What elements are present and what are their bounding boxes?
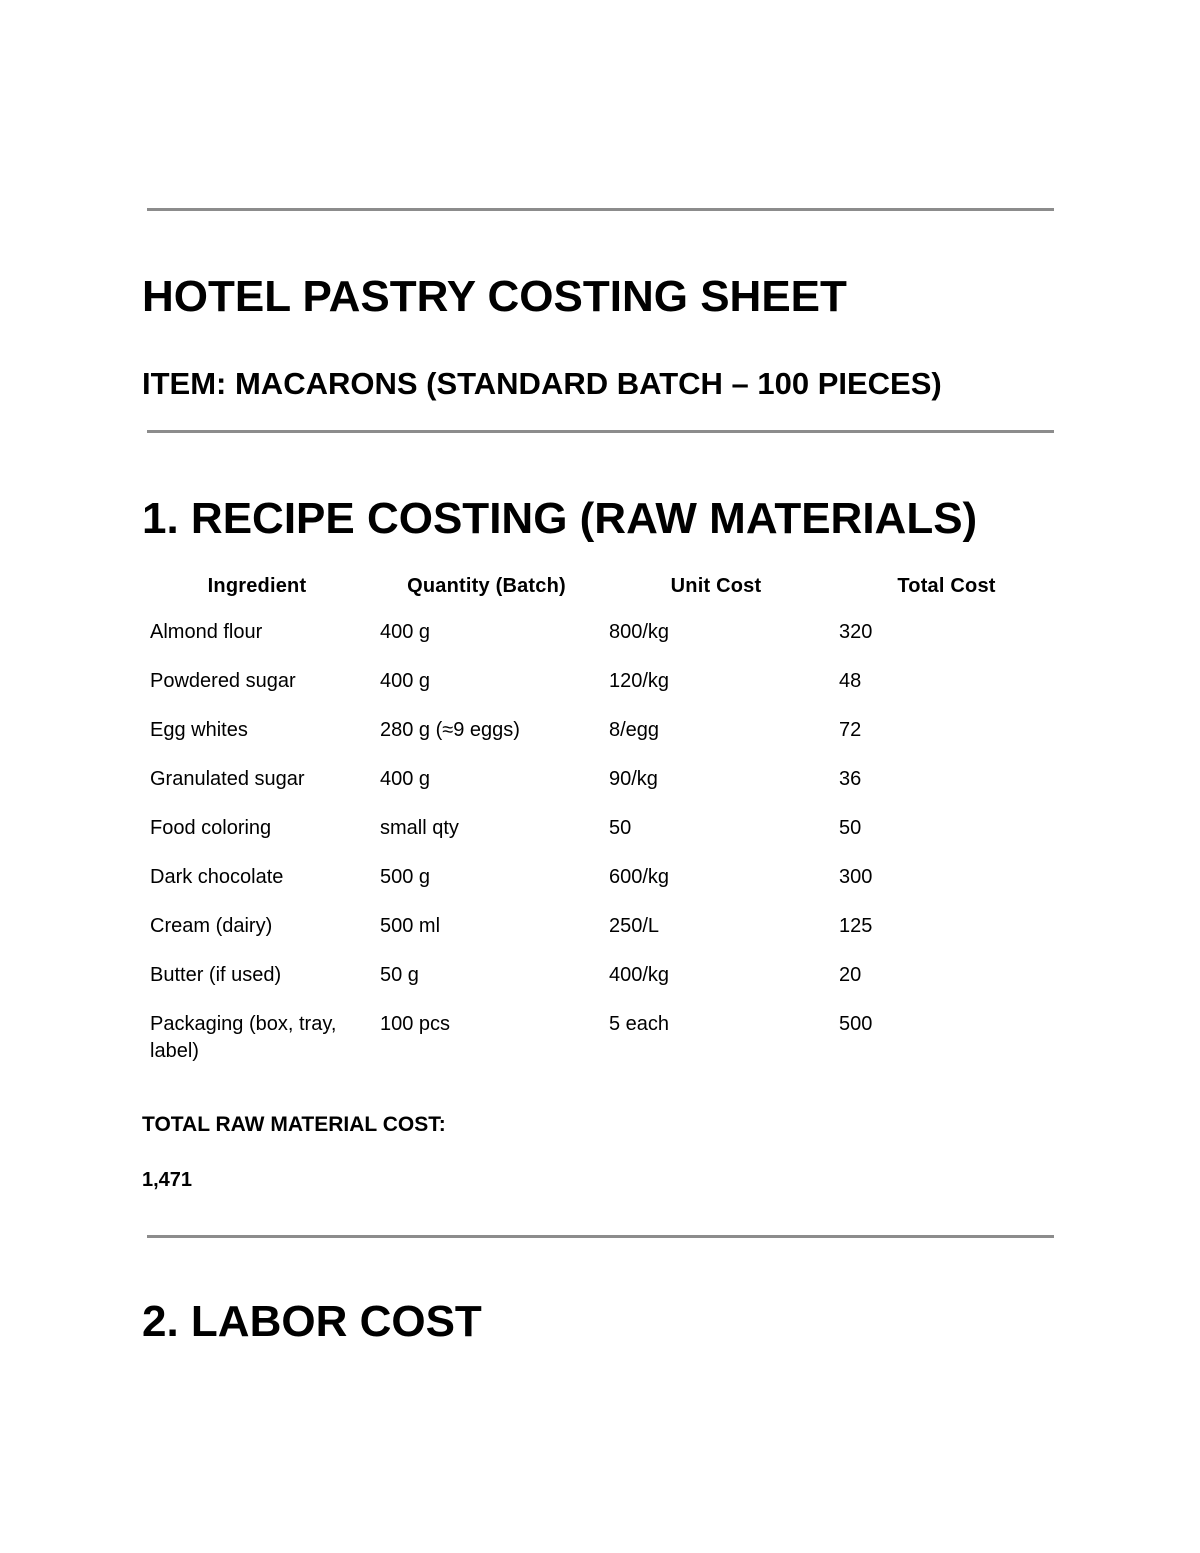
cell-ingredient: Powdered sugar: [150, 670, 296, 692]
table-row: [142, 951, 1062, 1000]
column-header-unit-cost: Unit Cost: [670, 574, 762, 597]
cell-unit-cost: 400/kg: [609, 964, 670, 986]
horizontal-divider: [147, 208, 1054, 211]
table-row: [142, 804, 1062, 853]
column-header-ingredient: Ingredient: [207, 574, 307, 597]
section-heading-labor-cost: 2. LABOR COST: [142, 1297, 482, 1346]
table-row: [142, 853, 1062, 902]
cell-unit-cost: 600/kg: [609, 866, 670, 888]
cell-quantity: 400 g: [380, 621, 431, 643]
cell-ingredient: Granulated sugar: [150, 768, 305, 790]
cell-total-cost: 125: [839, 915, 873, 937]
table-row: [142, 657, 1062, 706]
cell-unit-cost: 120/kg: [609, 670, 670, 692]
cell-total-cost: 36: [839, 768, 862, 790]
table-header-row: [142, 564, 1062, 608]
table-row: [142, 608, 1062, 657]
cell-ingredient: Cream (dairy): [150, 915, 273, 937]
cell-quantity: 100 pcs: [380, 1013, 451, 1035]
cell-total-cost: 72: [839, 719, 862, 741]
recipe-costing-table: [142, 564, 1062, 1073]
table-row: [142, 902, 1062, 951]
item-subtitle: ITEM: MACARONS (STANDARD BATCH – 100 PIECES): [142, 366, 942, 401]
cell-unit-cost: 8/egg: [609, 719, 660, 741]
cell-unit-cost: 800/kg: [609, 621, 670, 643]
cell-total-cost: 500: [839, 1013, 873, 1035]
cell-ingredient: Egg whites: [150, 719, 248, 741]
column-header-total-cost: Total Cost: [897, 574, 996, 597]
total-raw-material-cost-value: 1,471: [142, 1169, 193, 1191]
section-heading-recipe-costing: 1. RECIPE COSTING (RAW MATERIALS): [142, 494, 978, 543]
cell-total-cost: 48: [839, 670, 862, 692]
cell-quantity: 50 g: [380, 964, 419, 986]
cell-quantity: 400 g: [380, 670, 431, 692]
cell-total-cost: 320: [839, 621, 873, 643]
cell-ingredient: Dark chocolate: [150, 866, 284, 888]
document-title: HOTEL PASTRY COSTING SHEET: [142, 272, 847, 321]
cell-quantity: 500 g: [380, 866, 431, 888]
cell-quantity: small qty: [380, 817, 459, 839]
column-header-quantity: Quantity (Batch): [407, 574, 566, 597]
cell-unit-cost: 5 each: [609, 1013, 670, 1035]
cell-unit-cost: 50: [609, 817, 632, 839]
horizontal-divider: [147, 430, 1054, 433]
cell-ingredient: Butter (if used): [150, 964, 282, 986]
table-row: [142, 755, 1062, 804]
table-row: [142, 706, 1062, 755]
cell-quantity: 280 g (≈9 eggs): [380, 719, 520, 741]
table-row: [142, 1000, 1062, 1073]
cell-unit-cost: 250/L: [609, 915, 660, 937]
cell-ingredient: Almond flour: [150, 621, 263, 643]
total-raw-material-cost-label: TOTAL RAW MATERIAL COST:: [142, 1113, 446, 1136]
cell-ingredient: Food coloring: [150, 817, 272, 839]
cell-total-cost: 300: [839, 866, 873, 888]
cell-unit-cost: 90/kg: [609, 768, 658, 790]
cell-ingredient: Packaging (box, tray, label): [150, 1013, 337, 1062]
cell-total-cost: 50: [839, 817, 862, 839]
cell-quantity: 400 g: [380, 768, 431, 790]
cell-total-cost: 20: [839, 964, 862, 986]
cell-quantity: 500 ml: [380, 915, 441, 937]
horizontal-divider: [147, 1235, 1054, 1238]
